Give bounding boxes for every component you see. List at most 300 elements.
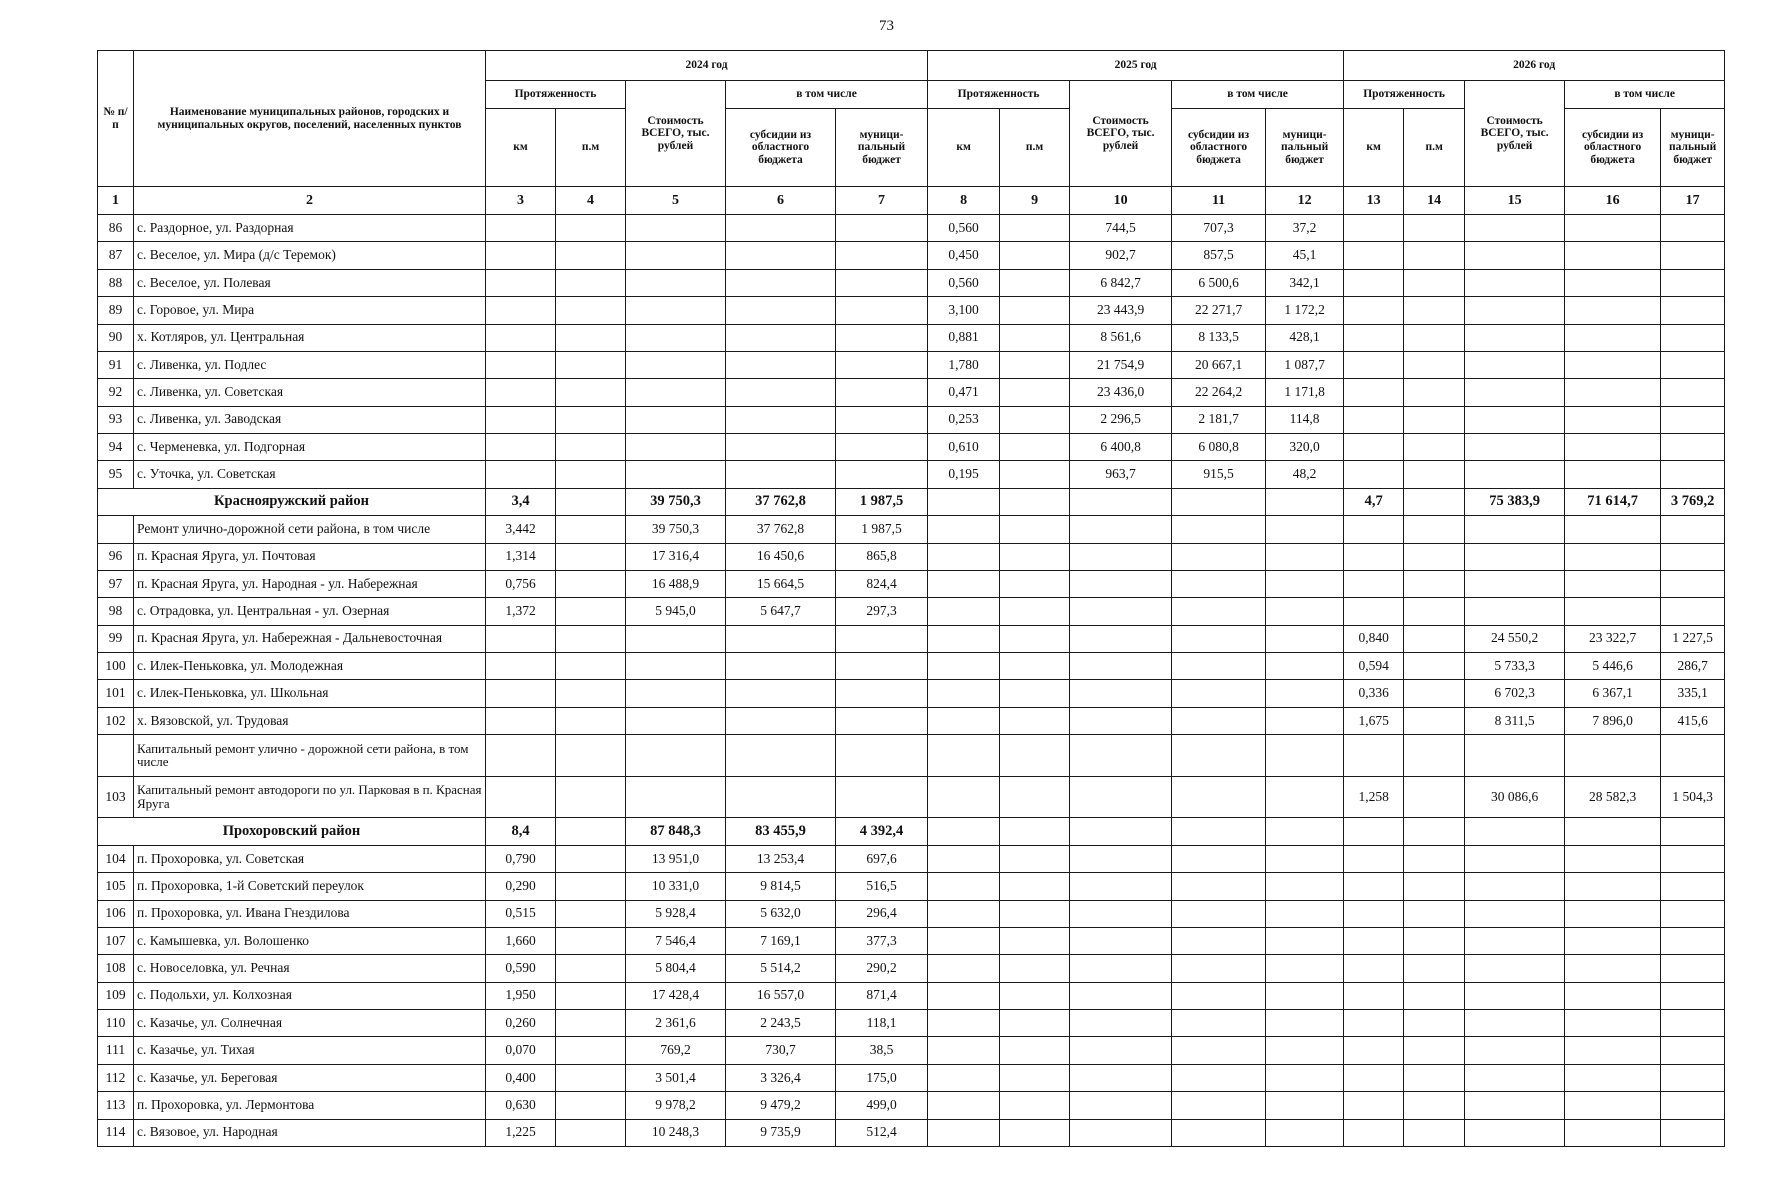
cell-col-5: 39 750,3 (626, 516, 726, 543)
header-length-2026: Протяженность (1344, 81, 1465, 109)
cell-col-11 (1172, 873, 1266, 900)
cell-col-9 (1000, 625, 1070, 652)
cell-col-3: 3,4 (486, 488, 556, 515)
locality-name: с. Отрадовка, ул. Центральная - ул. Озерная (134, 598, 486, 625)
cell-col-14 (1404, 351, 1465, 378)
cell-col-17 (1661, 543, 1725, 570)
cell-col-10 (1070, 1010, 1172, 1037)
cell-col-5 (626, 269, 726, 296)
cell-col-7: 1 987,5 (836, 516, 928, 543)
cell-col-8 (928, 900, 1000, 927)
cell-col-15: 30 086,6 (1465, 776, 1565, 818)
cell-col-4 (556, 735, 626, 777)
cell-col-11: 22 264,2 (1172, 379, 1266, 406)
cell-col-14 (1404, 1092, 1465, 1119)
column-number: 3 (486, 187, 556, 215)
column-number: 16 (1565, 187, 1661, 215)
cell-col-16: 28 582,3 (1565, 776, 1661, 818)
cell-col-4 (556, 653, 626, 680)
cell-col-12: 37,2 (1266, 215, 1344, 242)
cell-col-11 (1172, 1119, 1266, 1146)
cell-col-15 (1465, 927, 1565, 954)
cell-col-9 (1000, 845, 1070, 872)
cell-col-6 (726, 242, 836, 269)
cell-col-13 (1344, 1119, 1404, 1146)
cell-col-13 (1344, 927, 1404, 954)
header-cost-2024: Стоимость ВСЕГО, тыс. рублей (626, 81, 726, 187)
cell-col-9 (1000, 735, 1070, 777)
header-municipal-2026: муници-пальный бюджет (1661, 109, 1725, 187)
cell-col-10: 8 561,6 (1070, 324, 1172, 351)
cell-col-17: 335,1 (1661, 680, 1725, 707)
cell-col-6: 83 455,9 (726, 818, 836, 845)
cell-col-3: 0,070 (486, 1037, 556, 1064)
cell-col-4 (556, 297, 626, 324)
cell-col-9 (1000, 297, 1070, 324)
cell-col-10 (1070, 1064, 1172, 1091)
header-pm-2026: п.м (1404, 109, 1465, 187)
cell-col-8 (928, 845, 1000, 872)
cell-col-16 (1565, 1010, 1661, 1037)
table-row (98, 1010, 1725, 1037)
cell-col-12 (1266, 900, 1344, 927)
locality-name: с. Веселое, ул. Полевая (134, 269, 486, 296)
cell-col-8: 1,780 (928, 351, 1000, 378)
header-year-2024: 2024 год (486, 51, 928, 81)
cell-col-11 (1172, 1064, 1266, 1091)
cell-col-14 (1404, 680, 1465, 707)
cell-col-9 (1000, 900, 1070, 927)
cell-col-17 (1661, 379, 1725, 406)
table-row (98, 680, 1725, 707)
cell-col-17 (1661, 982, 1725, 1009)
cell-col-8: 3,100 (928, 297, 1000, 324)
cell-col-3: 1,225 (486, 1119, 556, 1146)
cell-col-4 (556, 1064, 626, 1091)
header-including-2025: в том числе (1172, 81, 1344, 109)
cell-col-12 (1266, 488, 1344, 515)
cell-col-13 (1344, 845, 1404, 872)
cell-col-12: 48,2 (1266, 461, 1344, 488)
cell-col-5: 5 928,4 (626, 900, 726, 927)
cell-col-11 (1172, 570, 1266, 597)
cell-col-4 (556, 570, 626, 597)
cell-col-10 (1070, 818, 1172, 845)
cell-col-13 (1344, 598, 1404, 625)
cell-col-16 (1565, 461, 1661, 488)
cell-col-7: 290,2 (836, 955, 928, 982)
cell-col-14 (1404, 1037, 1465, 1064)
cell-col-4 (556, 955, 626, 982)
cell-col-10 (1070, 570, 1172, 597)
cell-col-12 (1266, 543, 1344, 570)
cell-col-10 (1070, 955, 1172, 982)
cell-col-6: 3 326,4 (726, 1064, 836, 1091)
cell-col-9 (1000, 1092, 1070, 1119)
cell-col-5: 16 488,9 (626, 570, 726, 597)
cell-col-3 (486, 625, 556, 652)
cell-col-4 (556, 680, 626, 707)
cell-col-5 (626, 707, 726, 734)
cell-col-3: 3,442 (486, 516, 556, 543)
cell-col-15 (1465, 1037, 1565, 1064)
cell-col-5: 17 428,4 (626, 982, 726, 1009)
cell-col-4 (556, 927, 626, 954)
locality-name: п. Прохоровка, 1-й Советский переулок (134, 873, 486, 900)
cell-col-6: 5 632,0 (726, 900, 836, 927)
cell-col-17 (1661, 461, 1725, 488)
row-number: 98 (98, 598, 134, 625)
cell-col-4 (556, 406, 626, 433)
cell-col-16 (1565, 1064, 1661, 1091)
cell-col-17 (1661, 215, 1725, 242)
cell-col-14 (1404, 297, 1465, 324)
header-subsidy-2026: субсидии из областного бюджета (1565, 109, 1661, 187)
table-row (98, 598, 1725, 625)
cell-col-5: 13 951,0 (626, 845, 726, 872)
cell-col-14 (1404, 516, 1465, 543)
cell-col-10 (1070, 873, 1172, 900)
row-number: 113 (98, 1092, 134, 1119)
cell-col-14 (1404, 927, 1465, 954)
cell-col-5: 87 848,3 (626, 818, 726, 845)
header-row-years (98, 51, 1725, 81)
cell-col-16: 7 896,0 (1565, 707, 1661, 734)
cell-col-14 (1404, 776, 1465, 818)
cell-col-10 (1070, 900, 1172, 927)
cell-col-9 (1000, 516, 1070, 543)
cell-col-13 (1344, 570, 1404, 597)
cell-col-5: 5 804,4 (626, 955, 726, 982)
district-name: Краснояружский район (98, 488, 486, 515)
cell-col-14 (1404, 845, 1465, 872)
row-number: 88 (98, 269, 134, 296)
cell-col-5 (626, 680, 726, 707)
cell-col-10 (1070, 653, 1172, 680)
cell-col-14 (1404, 379, 1465, 406)
cell-col-15 (1465, 1119, 1565, 1146)
cell-col-11: 915,5 (1172, 461, 1266, 488)
cell-col-12 (1266, 1064, 1344, 1091)
cell-col-3 (486, 653, 556, 680)
cell-col-7 (836, 406, 928, 433)
cell-col-10 (1070, 1119, 1172, 1146)
cell-col-7 (836, 625, 928, 652)
table-row (98, 1037, 1725, 1064)
cell-col-6 (726, 434, 836, 461)
cell-col-6 (726, 461, 836, 488)
cell-col-5 (626, 215, 726, 242)
locality-name: Ремонт улично-дорожной сети района, в том числе (134, 516, 486, 543)
cell-col-3 (486, 324, 556, 351)
cell-col-3 (486, 680, 556, 707)
cell-col-15: 5 733,3 (1465, 653, 1565, 680)
cell-col-6 (726, 297, 836, 324)
cell-col-9 (1000, 653, 1070, 680)
cell-col-15 (1465, 1064, 1565, 1091)
cell-col-4 (556, 324, 626, 351)
cell-col-7 (836, 379, 928, 406)
cell-col-10 (1070, 680, 1172, 707)
cell-col-8 (928, 955, 1000, 982)
table-row (98, 516, 1725, 543)
row-number: 87 (98, 242, 134, 269)
cell-col-11 (1172, 818, 1266, 845)
cell-col-3 (486, 269, 556, 296)
header-year-2026: 2026 год (1344, 51, 1725, 81)
cell-col-5: 2 361,6 (626, 1010, 726, 1037)
column-number: 8 (928, 187, 1000, 215)
locality-name: с. Уточка, ул. Советская (134, 461, 486, 488)
cell-col-7: 865,8 (836, 543, 928, 570)
header-name: Наименование муниципальных районов, городских и муниципальных округов, поселений, населенных пунктов (134, 51, 486, 187)
cell-col-17: 3 769,2 (1661, 488, 1725, 515)
cell-col-12 (1266, 653, 1344, 680)
cell-col-15 (1465, 1010, 1565, 1037)
cell-col-13: 1,258 (1344, 776, 1404, 818)
cell-col-15 (1465, 516, 1565, 543)
table-row (98, 570, 1725, 597)
locality-name: с. Камышевка, ул. Волошенко (134, 927, 486, 954)
column-number: 9 (1000, 187, 1070, 215)
cell-col-14 (1404, 406, 1465, 433)
row-number (98, 516, 134, 543)
cell-col-13 (1344, 1037, 1404, 1064)
cell-col-16 (1565, 873, 1661, 900)
cell-col-3: 0,515 (486, 900, 556, 927)
cell-col-11: 6 080,8 (1172, 434, 1266, 461)
table-row (98, 1092, 1725, 1119)
cell-col-13 (1344, 434, 1404, 461)
cell-col-16 (1565, 818, 1661, 845)
cell-col-14 (1404, 598, 1465, 625)
locality-name: п. Красная Яруга, ул. Набережная - Дальневосточная (134, 625, 486, 652)
table-row (98, 1119, 1725, 1146)
cell-col-16 (1565, 900, 1661, 927)
cell-col-13 (1344, 735, 1404, 777)
row-number: 104 (98, 845, 134, 872)
cell-col-14 (1404, 324, 1465, 351)
cell-col-16 (1565, 242, 1661, 269)
cell-col-16 (1565, 1119, 1661, 1146)
cell-col-3: 1,314 (486, 543, 556, 570)
cell-col-17 (1661, 955, 1725, 982)
cell-col-4 (556, 269, 626, 296)
cell-col-10 (1070, 707, 1172, 734)
cell-col-16 (1565, 434, 1661, 461)
cell-col-15 (1465, 351, 1565, 378)
cell-col-7 (836, 461, 928, 488)
cell-col-10 (1070, 516, 1172, 543)
cell-col-11: 22 271,7 (1172, 297, 1266, 324)
locality-name: с. Казачье, ул. Солнечная (134, 1010, 486, 1037)
cell-col-8: 0,881 (928, 324, 1000, 351)
table-row (98, 379, 1725, 406)
cell-col-4 (556, 1010, 626, 1037)
cell-col-3 (486, 406, 556, 433)
header-number: № п/п (98, 51, 134, 187)
header-municipal-2024: муници-пальный бюджет (836, 109, 928, 187)
row-number: 92 (98, 379, 134, 406)
header-subsidy-2024: субсидии из областного бюджета (726, 109, 836, 187)
locality-name: с. Веселое, ул. Мира (д/с Теремок) (134, 242, 486, 269)
cell-col-3: 8,4 (486, 818, 556, 845)
cell-col-17: 1 504,3 (1661, 776, 1725, 818)
cell-col-17 (1661, 1119, 1725, 1146)
cell-col-4 (556, 351, 626, 378)
cell-col-10: 23 436,0 (1070, 379, 1172, 406)
cell-col-10 (1070, 625, 1172, 652)
cell-col-8: 0,195 (928, 461, 1000, 488)
cell-col-9 (1000, 570, 1070, 597)
locality-name: с. Новоселовка, ул. Речная (134, 955, 486, 982)
cell-col-11 (1172, 982, 1266, 1009)
table-row (98, 406, 1725, 433)
cell-col-16: 23 322,7 (1565, 625, 1661, 652)
row-number: 90 (98, 324, 134, 351)
cell-col-5 (626, 242, 726, 269)
header-municipal-2025: муници-пальный бюджет (1266, 109, 1344, 187)
header-km-2026: км (1344, 109, 1404, 187)
cell-col-12 (1266, 818, 1344, 845)
locality-name: Капитальный ремонт автодороги по ул. Парковая в п. Красная Яруга (134, 776, 486, 818)
cell-col-6 (726, 680, 836, 707)
cell-col-10 (1070, 1092, 1172, 1119)
cell-col-15 (1465, 461, 1565, 488)
cell-col-13 (1344, 297, 1404, 324)
cell-col-6 (726, 351, 836, 378)
cell-col-11 (1172, 543, 1266, 570)
row-number: 93 (98, 406, 134, 433)
cell-col-7: 118,1 (836, 1010, 928, 1037)
cell-col-3 (486, 707, 556, 734)
cell-col-11 (1172, 680, 1266, 707)
cell-col-13 (1344, 324, 1404, 351)
cell-col-17 (1661, 516, 1725, 543)
cell-col-7: 824,4 (836, 570, 928, 597)
cell-col-15: 6 702,3 (1465, 680, 1565, 707)
locality-name: п. Красная Яруга, ул. Народная - ул. Набережная (134, 570, 486, 597)
cell-col-12 (1266, 516, 1344, 543)
cell-col-17: 1 227,5 (1661, 625, 1725, 652)
cell-col-8: 0,560 (928, 215, 1000, 242)
cell-col-4 (556, 845, 626, 872)
cell-col-12: 1 172,2 (1266, 297, 1344, 324)
cell-col-10 (1070, 488, 1172, 515)
cell-col-7 (836, 680, 928, 707)
cell-col-17 (1661, 927, 1725, 954)
cell-col-8 (928, 982, 1000, 1009)
cell-col-8: 0,560 (928, 269, 1000, 296)
table-row (98, 707, 1725, 734)
header-km-2025: км (928, 109, 1000, 187)
cell-col-9 (1000, 351, 1070, 378)
column-number: 1 (98, 187, 134, 215)
cell-col-12 (1266, 1037, 1344, 1064)
cell-col-5: 17 316,4 (626, 543, 726, 570)
cell-col-15 (1465, 242, 1565, 269)
cell-col-15 (1465, 379, 1565, 406)
cell-col-3: 0,400 (486, 1064, 556, 1091)
page-number: 73 (879, 18, 894, 34)
cell-col-6 (726, 735, 836, 777)
cell-col-13 (1344, 379, 1404, 406)
cell-col-6: 37 762,8 (726, 516, 836, 543)
cell-col-11 (1172, 735, 1266, 777)
cell-col-13 (1344, 516, 1404, 543)
cell-col-17 (1661, 434, 1725, 461)
cell-col-4 (556, 488, 626, 515)
cell-col-8: 0,610 (928, 434, 1000, 461)
cell-col-13 (1344, 1092, 1404, 1119)
locality-name: с. Горовое, ул. Мира (134, 297, 486, 324)
row-number: 100 (98, 653, 134, 680)
cell-col-17 (1661, 598, 1725, 625)
cell-col-3: 0,756 (486, 570, 556, 597)
cell-col-5 (626, 625, 726, 652)
cell-col-4 (556, 434, 626, 461)
cell-col-4 (556, 818, 626, 845)
road-repair-table (97, 50, 1725, 1147)
cell-col-16 (1565, 982, 1661, 1009)
cell-col-15 (1465, 818, 1565, 845)
cell-col-17: 415,6 (1661, 707, 1725, 734)
cell-col-3 (486, 735, 556, 777)
cell-col-10: 23 443,9 (1070, 297, 1172, 324)
table-row (98, 873, 1725, 900)
cell-col-5: 10 331,0 (626, 873, 726, 900)
cell-col-17 (1661, 351, 1725, 378)
cell-col-8: 0,253 (928, 406, 1000, 433)
cell-col-7 (836, 324, 928, 351)
table-row (98, 1064, 1725, 1091)
cell-col-3: 0,260 (486, 1010, 556, 1037)
cell-col-4 (556, 598, 626, 625)
locality-name: х. Вязовской, ул. Трудовая (134, 707, 486, 734)
cell-col-17: 286,7 (1661, 653, 1725, 680)
cell-col-14 (1404, 242, 1465, 269)
cell-col-9 (1000, 598, 1070, 625)
cell-col-13 (1344, 982, 1404, 1009)
header-including-2026: в том числе (1565, 81, 1725, 109)
cell-col-9 (1000, 818, 1070, 845)
cell-col-12: 320,0 (1266, 434, 1344, 461)
cell-col-11: 2 181,7 (1172, 406, 1266, 433)
cell-col-7 (836, 242, 928, 269)
locality-name: х. Котляров, ул. Центральная (134, 324, 486, 351)
cell-col-9 (1000, 324, 1070, 351)
cell-col-15: 8 311,5 (1465, 707, 1565, 734)
cell-col-9 (1000, 242, 1070, 269)
header-km-2024: км (486, 109, 556, 187)
cell-col-13: 0,594 (1344, 653, 1404, 680)
cell-col-11 (1172, 516, 1266, 543)
cell-col-12 (1266, 735, 1344, 777)
cell-col-5: 769,2 (626, 1037, 726, 1064)
row-number: 96 (98, 543, 134, 570)
cell-col-13 (1344, 1064, 1404, 1091)
locality-name: с. Ливенка, ул. Советская (134, 379, 486, 406)
cell-col-17 (1661, 324, 1725, 351)
cell-col-7 (836, 215, 928, 242)
row-number: 97 (98, 570, 134, 597)
cell-col-14 (1404, 488, 1465, 515)
cell-col-5: 7 546,4 (626, 927, 726, 954)
cell-col-9 (1000, 1119, 1070, 1146)
cell-col-16 (1565, 1092, 1661, 1119)
header-pm-2024: п.м (556, 109, 626, 187)
cell-col-3: 1,660 (486, 927, 556, 954)
